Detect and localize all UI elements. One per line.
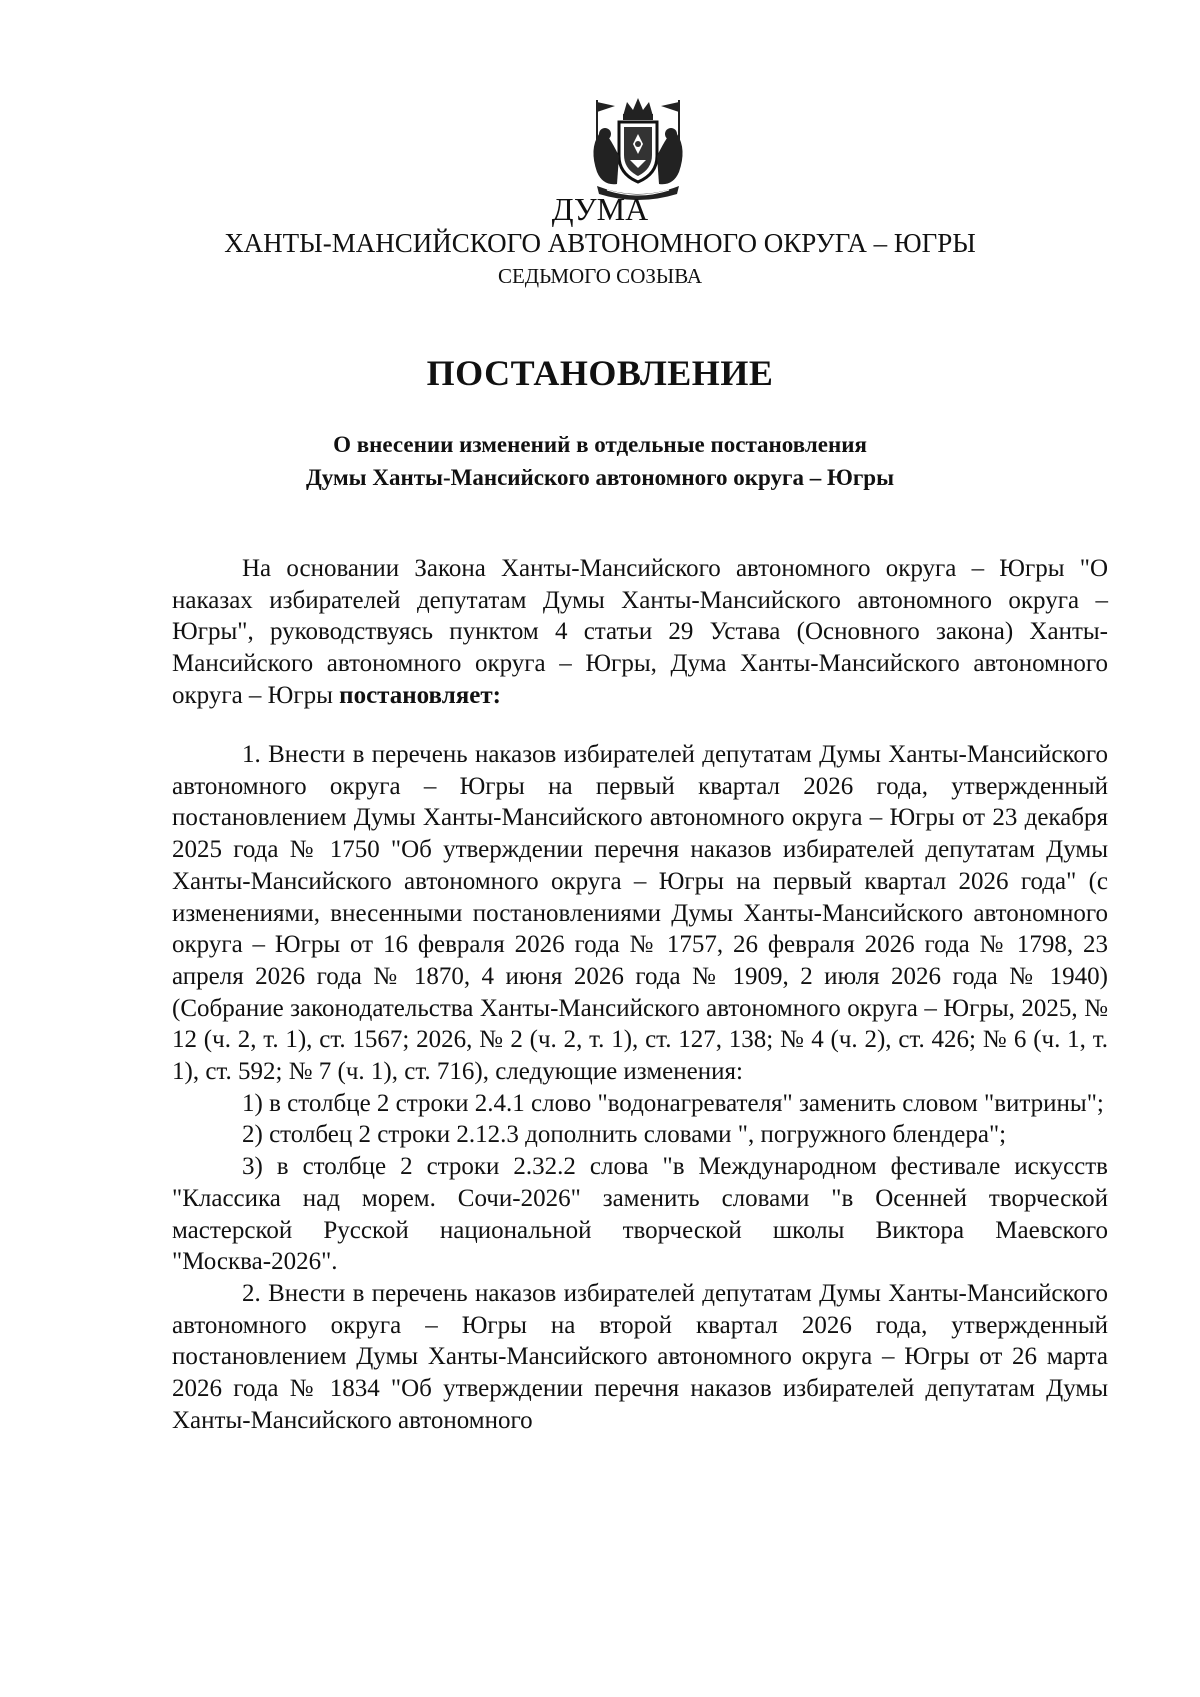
convocation: СЕДЬМОГО СОЗЫВА xyxy=(497,264,703,288)
org-region: ХАНТЫ-МАНСИЙСКОГО АВТОНОМНОГО ОКРУГА – ЮГРЫ xyxy=(224,228,976,258)
subparagraph-1-1: 1) в столбце 2 строки 2.4.1 слово "водонагревателя" заменить словом "витрины"; xyxy=(242,1089,1104,1117)
paragraph-2: 2. Внести в перечень наказов избирателей депутатам Думы Ханты-Мансийского автономного округа – Югры на второй квартал 2026 года, утвержденный постановлением Думы Ханты-Мансийского автономного округа – Югры от 26 марта 2026 года № 1834 "Об утверждении перечня наказов избирателей депутатам Думы Ханты-Мансийского автономного xyxy=(172,1279,1108,1434)
document-type: ПОСТАНОВЛЕНИЕ xyxy=(426,353,774,393)
subparagraph-1-3: 3) в столбце 2 строки 2.32.2 слова "в Международном фестивале искусств "Классика над морем. Сочи-2026" заменить словами "в Осенней творческой мастерской Русской национальной творческой школы Виктора Маевского "Москва-2026". xyxy=(172,1153,1108,1276)
preamble-paragraph xyxy=(172,553,1108,712)
resolution-body xyxy=(172,739,1108,1436)
org-name: ДУМА xyxy=(551,191,649,227)
preamble-resolves: постановляет: xyxy=(339,681,501,709)
preamble-text: На основании Закона Ханты-Мансийского автономного округа – Югры "О наказах избирателей депутатам Думы Ханты-Мансийского автономного округа – Югры", руководствуясь пунктом 4 статьи 29 Устава (Основного закона) Ханты-Мансийского автономного округа – Югры, Дума Ханты-Мансийского автономного округа – Югры xyxy=(172,555,1108,709)
coat-of-arms-icon xyxy=(583,94,693,202)
document-title xyxy=(0,428,1200,494)
document-title-line-1: О внесении изменений в отдельные постановления xyxy=(333,432,867,457)
preamble xyxy=(172,553,1108,712)
document-title-line-2: Думы Ханты-Мансийского автономного округа – Югры xyxy=(305,465,895,490)
paragraph-1: 1. Внести в перечень наказов избирателей депутатам Думы Ханты-Мансийского автономного округа – Югры на первый квартал 2026 года, утвержденный постановлением Думы Ханты-Мансийского автономного округа – Югры от 23 декабря 2025 года № 1750 "Об утверждении перечня наказов избирателей депутатам Думы Ханты-Мансийского автономного округа – Югры на первый квартал 2026 года" (с изменениями, внесенными постановлениями Думы Ханты-Мансийского автономного округа – Югры от 16 февраля 2026 года № 1757, 26 февраля 2026 года № 1798, 23 апреля 2026 года № 1870, 4 июня 2026 года № 1909, 2 июля 2026 года № 1940) (Собрание законодательства Ханты-Мансийского автономного округа – Югры, 2025, № 12 (ч. 2, т. 1), ст. 1567; 2026, № 2 (ч. 2, т. 1), ст. 127, 138; № 4 (ч. 2), ст. 426; № 6 (ч. 1, т. 1), ст. 592; № 7 (ч. 1), ст. 716), следующие изменения: xyxy=(172,741,1108,1086)
subparagraph-1-2: 2) столбец 2 строки 2.12.3 дополнить словами ", погружного блендера"; xyxy=(242,1121,1007,1149)
